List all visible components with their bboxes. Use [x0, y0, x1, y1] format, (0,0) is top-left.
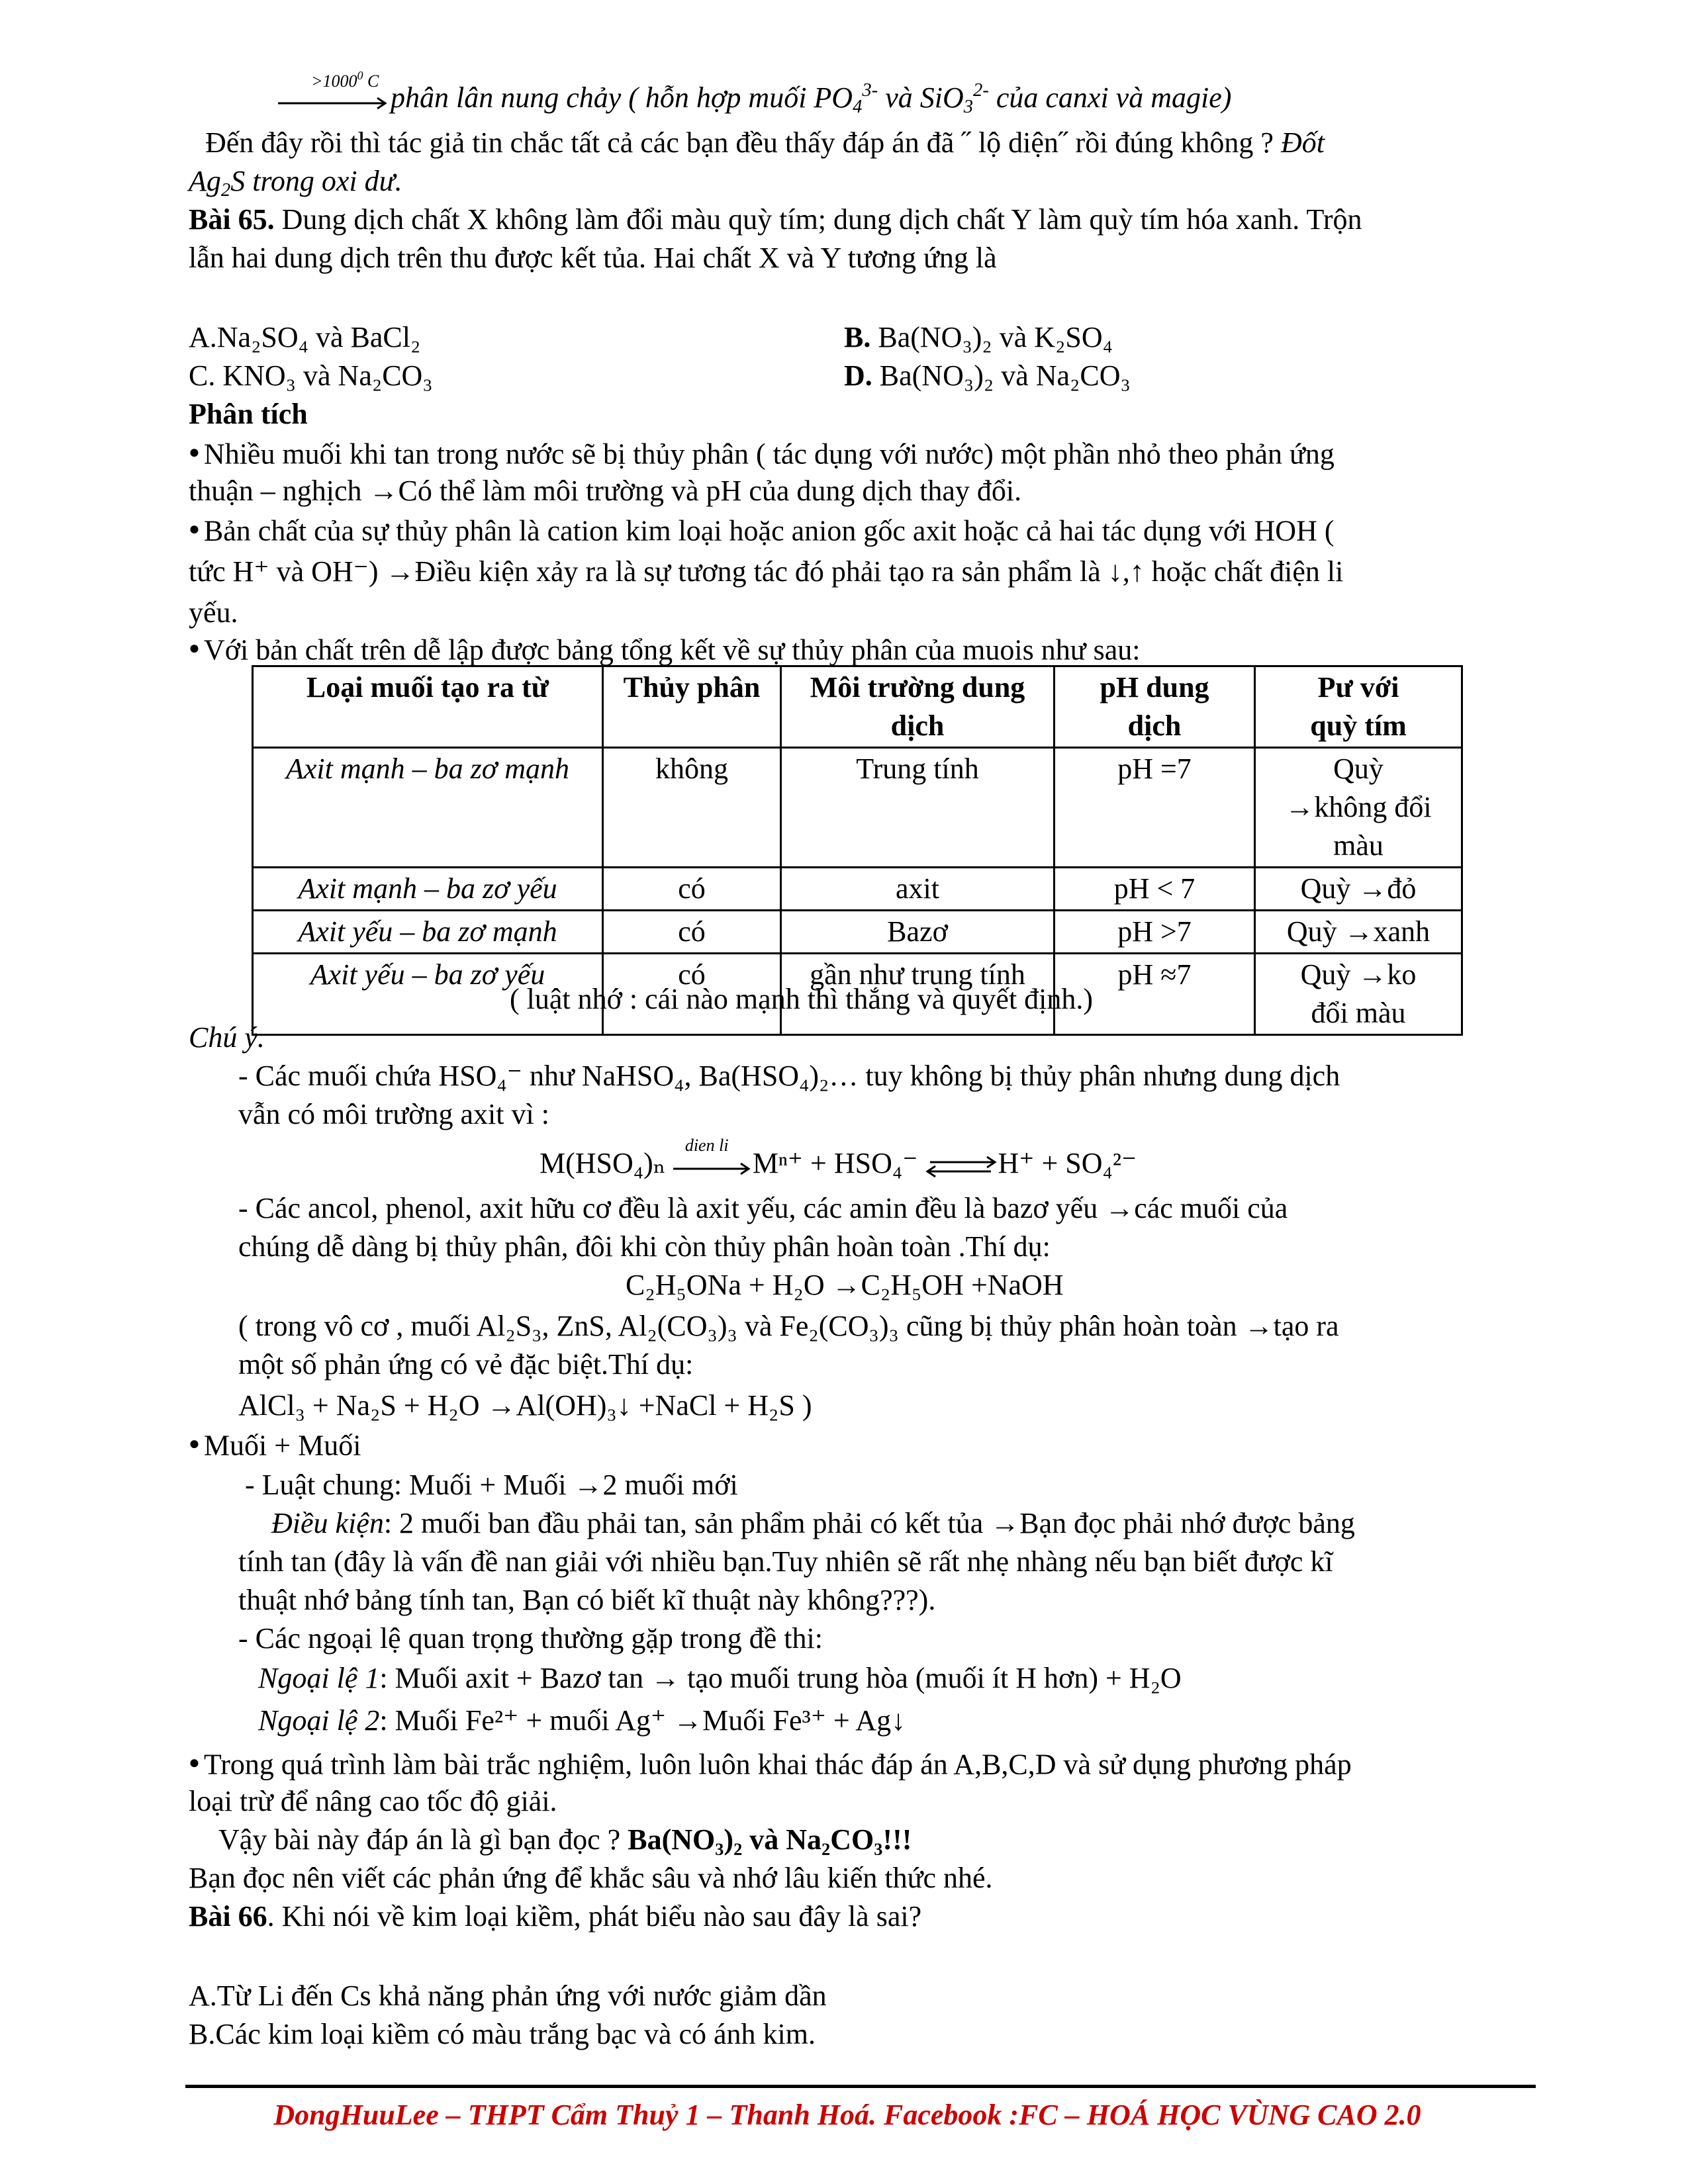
bai66-option-a: A.Từ Li đến Cs khả năng phản ứng với nước giảm dần: [189, 1979, 827, 2012]
tip-a: ● Trong quá trình làm bài trắc nghiệm, luôn luôn khai thác đáp án A,B,C,D và sử dụng phương pháp: [189, 1748, 1352, 1781]
bai65-option-b: B. Ba(NO₃)₂ và K₂SO₄: [844, 321, 1113, 353]
line-intro-2: $Ag_2S$ trong oxi dư.: [189, 165, 402, 201]
bai65-option-d: D. Ba(NO₃)₂ và Na₂CO₃: [844, 359, 1131, 392]
analysis-p3: ● Với bản chất trên dễ lập được bảng tổng kết về sự thủy phân của muois như sau:: [189, 633, 1141, 666]
bai65-option-c: C. KNO₃ và Na₂CO₃: [189, 359, 433, 392]
table-header: Môi trường dung dịch: [781, 666, 1055, 748]
bai65-question-2: lẫn hai dung dịch trên thu được kết tủa. Hai chất X và Y tương ứng là: [189, 242, 997, 274]
analysis-p1: ● Nhiều muối khi tan trong nước sẽ bị thủy phân ( tác dụng với nước) một phần nhỏ theo phản ứng: [189, 437, 1335, 471]
table-cell: Quỳ →không đổi màu: [1255, 748, 1462, 868]
table-cell: Axit yếu – ba zơ yếu: [253, 954, 603, 1035]
table-header: Loại muối tạo ra từ: [253, 666, 603, 748]
note-2a: - Các ancol, phenol, axit hữu cơ đều là axit yếu, các amin đều là bazơ yếu →các muối của: [238, 1192, 1288, 1224]
table-cell: Axit mạnh – ba zơ mạnh: [253, 748, 603, 868]
analysis-p2: ● Bản chất của sự thủy phân là cation kim loại hoặc anion gốc axit hoặc cả hai tác dụng với HOH (: [189, 514, 1335, 547]
salt-condition-c: thuật nhớ bảng tính tan, Bạn có biết kĩ thuật này không???).: [238, 1584, 936, 1616]
analysis-p2b: tức H⁺ và OH⁻) →Điều kiện xảy ra là sự tương tác đó phải tạo ra sản phẩm là ↓,↑ hoặc chất điện li: [189, 555, 1344, 588]
equation-1: M(HSO₄)ₙ dien li Mⁿ⁺ + HSO₄⁻ H⁺ + SO₄²⁻: [539, 1135, 1137, 1179]
exception-2: Ngoại lệ 2: Muối Fe²⁺ + muối Ag⁺ →Muối Fe³⁺ + Ag↓: [258, 1704, 906, 1737]
table-cell: có: [603, 868, 781, 911]
bullet-icon: ●: [189, 1752, 200, 1773]
table-row: [253, 868, 1462, 911]
table-caption: ( luật nhớ : cái nào mạnh thì thắng và quyết định.): [510, 983, 1094, 1015]
right-arrow-icon: [278, 87, 391, 114]
equation-3: AlCl₃ + Na₂S + H₂O →Al(OH)₃↓ +NaCl + H₂S ): [238, 1389, 812, 1422]
note-2b: chúng dễ dàng bị thủy phân, đôi khi còn thủy phân hoàn toàn .Thí dụ:: [238, 1230, 1051, 1263]
table-row: [253, 911, 1462, 954]
table-cell: không: [603, 748, 781, 868]
table-cell: pH =7: [1055, 748, 1255, 868]
table-cell: axit: [781, 868, 1055, 911]
note-1a: - Các muối chứa HSO₄⁻ như NaHSO₄, Ba(HSO₄)₂… tuy không bị thủy phân nhưng dung dịch: [238, 1060, 1340, 1092]
table-header: Thủy phân: [603, 666, 781, 748]
table-cell: Axit mạnh – ba zơ yếu: [253, 868, 603, 911]
note-3b: một số phản ứng có vẻ đặc biệt.Thí dụ:: [238, 1348, 694, 1381]
table-cell: có: [603, 954, 781, 1035]
bai66-question: Bài 66. Khi nói về kim loại kiềm, phát biểu nào sau đây là sai?: [189, 1900, 922, 1933]
tip-b: loại trừ để nâng cao tốc độ giải.: [189, 1785, 557, 1817]
bai65-option-a: A.Na₂SO₄ và BaCl₂: [189, 321, 421, 353]
bai65-question: Bài 65. Dung dịch chất X không làm đổi màu quỳ tím; dung dịch chất Y làm quỳ tím hóa xanh. Trộn: [189, 203, 1362, 236]
salt-exceptions: - Các ngoại lệ quan trọng thường gặp trong đề thi:: [238, 1622, 823, 1655]
note-1b: vẫn có môi trường axit vì :: [238, 1098, 549, 1130]
note-title: Chú ý.: [189, 1021, 265, 1054]
table-cell: pH < 7: [1055, 868, 1255, 911]
table-header: Pư với quỳ tím: [1255, 666, 1462, 748]
bullet-icon: ●: [189, 519, 200, 539]
table-header: pH dung dịch: [1055, 666, 1255, 748]
salt-condition: Điều kiện: 2 muối ban đầu phải tan, sản phẩm phải có kết tủa →Bạn đọc phải nhớ được bảng: [271, 1507, 1355, 1539]
table-cell: Quỳ →xanh: [1255, 911, 1462, 954]
analysis-heading: Phân tích: [189, 398, 308, 430]
table-header-row: [253, 666, 1462, 748]
table-cell: gần như trung tính: [781, 954, 1055, 1035]
salt-condition-b: tính tan (đây là vấn đề nan giải với nhiều bạn.Tuy nhiên sẽ rất nhẹ nhàng nếu bạn biết được kĩ: [238, 1545, 1333, 1578]
reaction-arrow: dien li: [673, 1153, 753, 1179]
table-cell: Bazơ: [781, 911, 1055, 954]
table-cell: Trung tính: [781, 748, 1055, 868]
exception-1: Ngoại lệ 1: Muối axit + Bazơ tan → tạo muối trung hòa (muối ít H hơn) + H₂O: [258, 1662, 1182, 1694]
table-row: [253, 748, 1462, 868]
footer-credit: DongHuuLee – THPT Cẩm Thuỷ 1 – Thanh Hoá. Facebook :FC – HOÁ HỌC VÙNG CAO 2.0: [273, 2099, 1421, 2131]
table-cell: pH ≈7: [1055, 954, 1255, 1035]
note-3a: ( trong vô cơ , muối Al₂S₃, ZnS, Al₂(CO₃)₃ và Fe₂(CO₃)₃ cũng bị thủy phân hoàn toàn →tạo ra: [238, 1310, 1339, 1342]
table-cell: pH >7: [1055, 911, 1255, 954]
bullet-icon: ●: [189, 1433, 200, 1454]
answer-line: Vậy bài này đáp án là gì bạn đọc ? Ba(NO₃)₂ và Na₂CO₃!!!: [218, 1823, 912, 1856]
equilibrium-arrow-icon: [925, 1153, 998, 1179]
bai66-option-b: B.Các kim loại kiềm có màu trắng bạc và có ánh kim.: [189, 2018, 816, 2050]
table-cell: Quỳ →ko đổi màu: [1255, 954, 1462, 1035]
line-intro: Đến đây rồi thì tác giả tin chắc tất cả các bạn đều thấy đáp án đã ˝ lộ diện˝ rồi đúng không ? Đốt: [205, 126, 1325, 159]
salt-rule: - Luật chung: Muối + Muối →2 muối mới: [245, 1469, 738, 1501]
equation-2: C₂H₅ONa + H₂O →C₂H₅OH +NaOH: [626, 1269, 1064, 1301]
analysis-p1b: thuận – nghịch →Có thể làm môi trường và pH của dung dịch thay đổi.: [189, 475, 1022, 507]
salt-title: ● Muối + Muối: [189, 1429, 361, 1462]
right-arrow-icon: [673, 1153, 753, 1179]
table-cell: có: [603, 911, 781, 954]
reaction-arrow: $>1000^0$ C: [278, 87, 391, 114]
line-phan-lan: $>1000^0$ C phân lân nung chảy ( hỗn hợp muối $PO_4^{3-}$ và SiO$_3^{2-}$ của canxi và magie): [278, 78, 1231, 118]
footer-divider: [185, 2085, 1536, 2088]
bullet-icon: ●: [189, 638, 200, 659]
bullet-icon: ●: [189, 442, 200, 463]
analysis-p2c: yếu.: [189, 596, 238, 629]
table-cell: Quỳ →đỏ: [1255, 868, 1462, 911]
advice-line: Bạn đọc nên viết các phản ứng để khắc sâu và nhớ lâu kiến thức nhé.: [189, 1862, 993, 1894]
table-cell: Axit yếu – ba zơ mạnh: [253, 911, 603, 954]
